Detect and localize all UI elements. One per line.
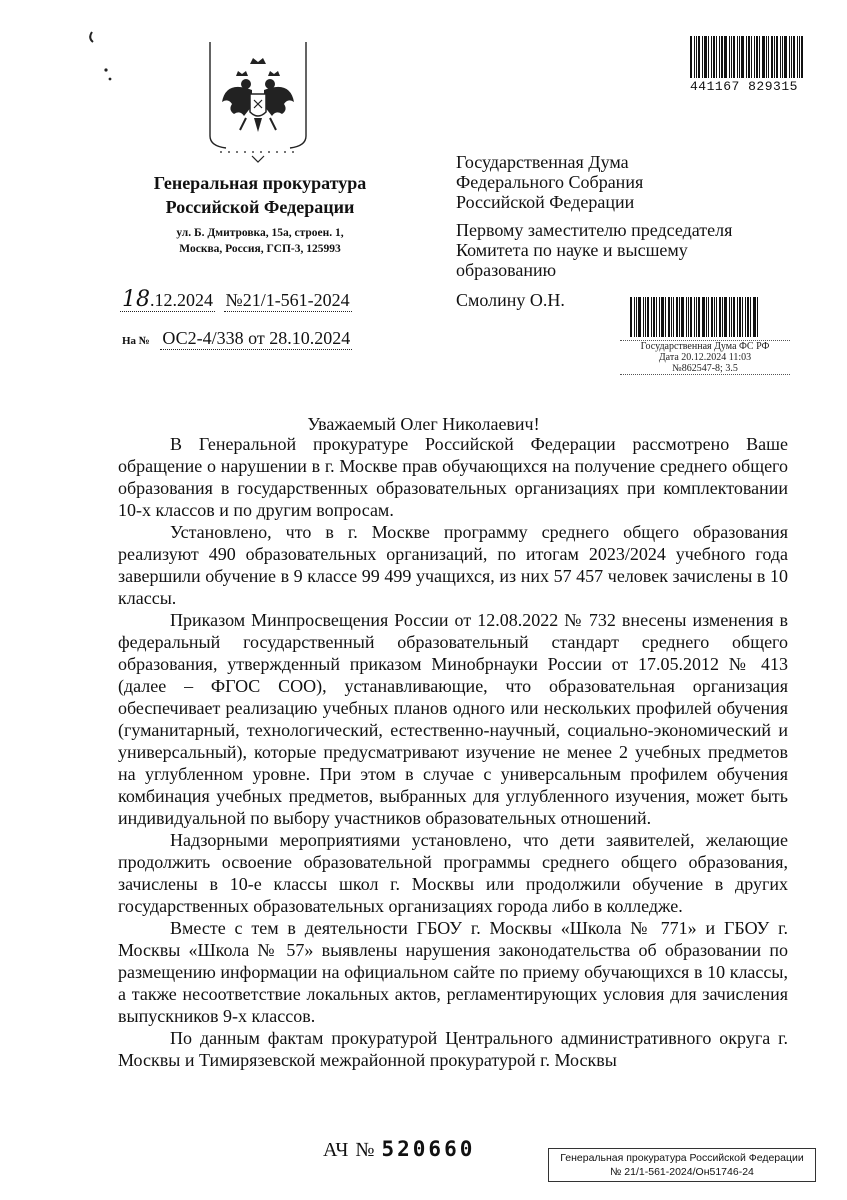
barcode-bar	[688, 297, 689, 337]
recipient-org-line2: Федерального Собрания	[456, 172, 644, 192]
incoming-barcode	[630, 297, 759, 337]
barcode-bar	[731, 297, 732, 337]
barcode-bar	[719, 36, 720, 78]
paragraph: Установлено, что в г. Москве программу среднего общего образования реализуют 490 образовательных организаций, по итогам 2023/2024 учебного года завершили обучение в 9 классе 99 499 учащихся, из них 57 457 человек зачислены в 10 классы.	[118, 522, 788, 608]
barcode-bar	[634, 297, 635, 337]
sender-name-line2: Российской Федерации	[165, 197, 355, 217]
barcode-bar	[751, 36, 752, 78]
barcode-bar	[747, 297, 749, 337]
coat-of-arms-emblem	[206, 40, 310, 164]
reply-date: 28.10.2024	[269, 328, 351, 348]
barcode-top-number: 441167 829315	[690, 79, 798, 94]
form-number-value: 520660	[381, 1137, 476, 1161]
barcode-bar	[793, 36, 795, 78]
barcode-bar	[702, 36, 703, 78]
barcode-bar	[721, 36, 723, 78]
barcode-bar	[661, 297, 664, 337]
barcode-bar	[762, 36, 765, 78]
paragraph: Приказом Минпросвещения России от 12.08.2022 № 732 внесены изменения в федеральный государственный образовательный стандарт среднего общего образования, утвержденный приказом Минобрнауки России от 17.05.2012 № 413 (далее – ФГОС СОО), устанавливающие, что образовательная организация обеспечивает реализацию учебных планов одного или нескольких профилей обучения (гуманитарный, технологический, естественно-научный, социально-экономический и универсальный), которые предусматривают изучение не менее 2 учебных предметов на углубленном уровне. При этом в случае с универсальным профилем обучения комбинация учебных предметов, выбранных для углубленного изучения, может быть индивидуальной по выбору участников образовательных отношений.	[118, 610, 788, 828]
recipient-name: Смолину О.Н.	[456, 290, 565, 310]
incoming-stamp-line2: Дата 20.12.2024 11:03	[658, 352, 752, 363]
footer-box-line2: № 21/1-561-2024/Он51746-24	[610, 1166, 754, 1178]
greeting: Уважаемый Олег Николаевич!	[307, 414, 540, 434]
recipient-org-line1: Государственная Дума	[456, 152, 629, 172]
barcode-bar	[694, 297, 695, 337]
registration-date: .12.2024	[150, 290, 213, 310]
barcode-bar	[686, 297, 687, 337]
footer-registration-box	[548, 1148, 816, 1182]
barcode-bar	[719, 297, 721, 337]
barcode-bar	[737, 297, 738, 337]
barcode-bar	[696, 36, 697, 78]
paragraph: Надзорными мероприятиями установлено, что дети заявителей, желающие продолжить освоение образовательной программы среднего общего образования, зачислены в 10-е классы школ г. Москвы или продолжили обучение в других государственных образовательных организациях города либо в колледже.	[118, 830, 788, 916]
barcode-bar	[731, 36, 732, 78]
barcode-bar	[708, 297, 709, 337]
barcode-bar	[706, 297, 707, 337]
barcode-bar	[746, 36, 747, 78]
paragraph: В Генеральной прокуратуре Российской Федерации рассмотрено Ваше обращение о нарушении в г. Москве прав обучающихся на получение среднего общего образования в государственных образовательных организациях при комплектовании 10-х классов и по другим вопросам.	[118, 434, 788, 520]
barcode-bar	[753, 297, 756, 337]
barcode-bar	[739, 297, 741, 337]
barcode-bar	[656, 297, 657, 337]
barcode-bar	[771, 36, 773, 78]
incoming-barcode-bars	[630, 297, 759, 337]
barcode-bar	[791, 36, 792, 78]
barcode-bar	[748, 36, 750, 78]
barcode-bar	[643, 297, 644, 337]
recipient-org-line3: Российской Федерации	[456, 192, 635, 212]
barcode-bar	[774, 36, 775, 78]
sender-address-line1: ул. Б. Дмитровка, 15а, строен. 1,	[176, 227, 344, 239]
barcode-bar	[711, 36, 712, 78]
outgoing-registration	[120, 289, 352, 312]
barcode-bar	[737, 36, 738, 78]
incoming-stamp	[620, 340, 790, 375]
barcode-bar	[768, 36, 769, 78]
barcode-bar	[756, 36, 758, 78]
barcode-bar	[741, 36, 744, 78]
barcode-bar	[671, 297, 672, 337]
barcode-bar	[766, 36, 767, 78]
barcode-bar	[797, 36, 798, 78]
paragraph: Вместе с тем в деятельности ГБОУ г. Москвы «Школа № 771» и ГБОУ г. Москвы «Школа № 57» выявлены нарушения законодательства об образовании по размещению информации на официальном сайте по приему обучающихся в 10 классы, а также несоответствие локальных актов, регламентирующих условия для зачисления выпускников 9-х классов.	[118, 918, 788, 1026]
paragraph: По данным фактам прокуратурой Центрального административного округа г. Москвы и Тимирязевской межрайонной прокуратурой г. Москвы	[118, 1028, 788, 1070]
recipient-position-line3: образованию	[456, 260, 557, 280]
barcode-bar	[698, 297, 700, 337]
barcode-bar	[679, 297, 680, 337]
barcode-top-bars	[690, 36, 814, 78]
barcode-bar	[630, 297, 632, 337]
registration-day: 18	[122, 287, 150, 312]
barcode-bar	[665, 297, 666, 337]
barcode-bar	[780, 36, 781, 78]
reply-from: от	[248, 328, 265, 348]
form-number-prefix: АЧ №	[323, 1139, 376, 1161]
barcode-bar	[750, 297, 751, 337]
barcode-bar	[708, 36, 709, 78]
barcode-bar	[754, 36, 755, 78]
barcode-bar	[645, 297, 646, 337]
footer-box-line1: Генеральная прокуратура Российской Федерации	[560, 1152, 804, 1164]
form-number	[323, 1137, 475, 1162]
margin-marks	[84, 18, 124, 93]
barcode-bar	[676, 297, 678, 337]
letter-body	[118, 433, 788, 1071]
barcode-bar	[668, 297, 670, 337]
barcode-bar	[713, 36, 715, 78]
barcode-bar	[694, 36, 695, 78]
barcode-bar	[659, 297, 660, 337]
barcode-bar	[739, 36, 740, 78]
barcode-bar	[745, 297, 746, 337]
barcode-bar	[681, 297, 684, 337]
barcode-bar	[716, 297, 717, 337]
registration-number-prefix: №	[225, 290, 243, 310]
sender-address	[110, 225, 410, 257]
reply-number: ОС2-4/338	[162, 328, 244, 348]
barcode-bar	[636, 297, 637, 337]
barcode-bar	[801, 36, 803, 78]
recipient-position	[456, 220, 732, 280]
barcode-top	[690, 36, 814, 94]
barcode-bar	[776, 36, 778, 78]
barcode-bar	[742, 297, 743, 337]
barcode-bar	[782, 36, 783, 78]
barcode-bar	[729, 297, 730, 337]
barcode-bar	[716, 36, 717, 78]
reply-label: На №	[122, 335, 150, 347]
barcode-bar	[690, 297, 692, 337]
sender-name-line1: Генеральная прокуратура	[153, 173, 367, 193]
recipient-position-line2: Комитета по науке и высшему	[456, 240, 688, 260]
barcode-bar	[759, 36, 760, 78]
barcode-bar	[638, 297, 641, 337]
barcode-bar	[702, 297, 705, 337]
barcode-bar	[799, 36, 800, 78]
barcode-bar	[698, 36, 700, 78]
sender-organization	[110, 171, 410, 219]
barcode-bar	[711, 297, 713, 337]
recipient-organization	[456, 152, 643, 212]
barcode-bar	[757, 297, 758, 337]
incoming-stamp-line3: №862547-8; 3.5	[620, 363, 790, 375]
barcode-bar	[704, 36, 707, 78]
sender-address-line2: Москва, Россия, ГСП-3, 125993	[179, 243, 341, 255]
incoming-stamp-line1: Государственная Дума ФС РФ	[620, 340, 790, 352]
barcode-bar	[784, 36, 787, 78]
barcode-bar	[733, 297, 735, 337]
barcode-bar	[647, 297, 649, 337]
barcode-bar	[724, 36, 727, 78]
barcode-bar	[690, 36, 692, 78]
barcode-bar	[673, 297, 674, 337]
barcode-bar	[722, 297, 723, 337]
registration-number: 21/1-561-2024	[242, 290, 350, 310]
barcode-bar	[653, 297, 655, 337]
barcode-bar	[714, 297, 715, 337]
barcode-bar	[696, 297, 697, 337]
reply-reference	[122, 327, 352, 352]
recipient-position-line1: Первому заместителю председателя	[456, 220, 733, 240]
barcode-bar	[724, 297, 727, 337]
barcode-bar	[789, 36, 790, 78]
barcode-bar	[733, 36, 735, 78]
barcode-bar	[651, 297, 652, 337]
barcode-bar	[729, 36, 730, 78]
